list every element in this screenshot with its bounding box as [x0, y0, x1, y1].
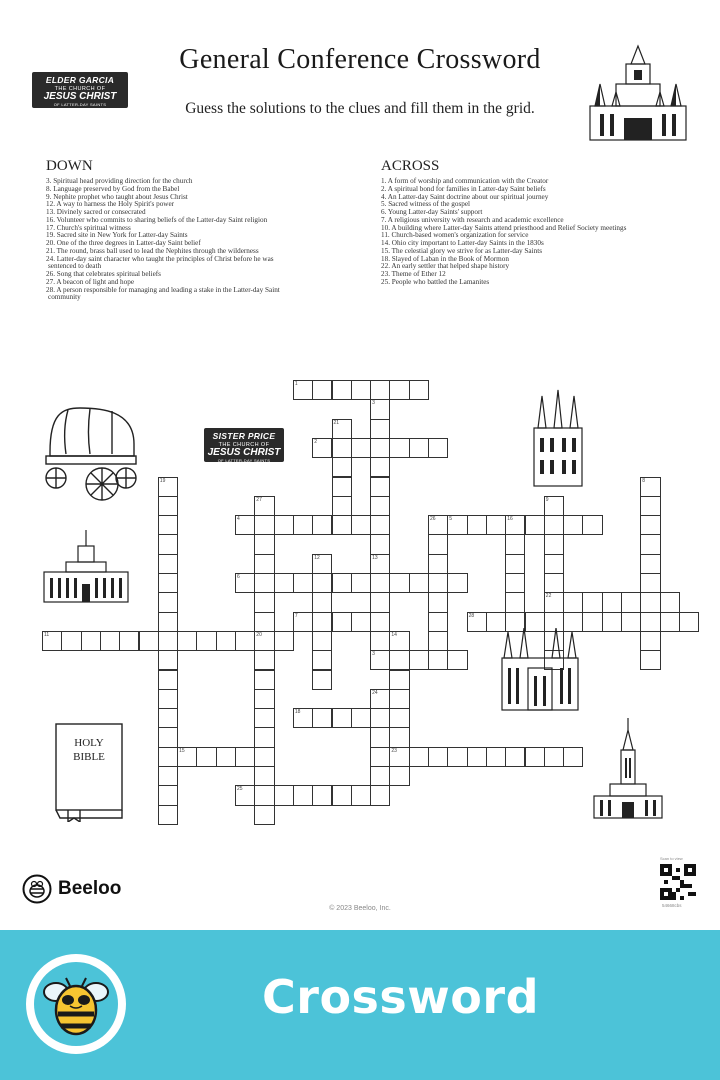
crossword-cell[interactable]: [158, 650, 178, 670]
crossword-cell[interactable]: [312, 785, 332, 805]
clue-number: 26: [430, 516, 436, 523]
crossword-cell[interactable]: [235, 747, 255, 767]
elder-badge-line3: OF LATTER-DAY SAINTS: [53, 102, 107, 107]
crossword-cell[interactable]: [254, 670, 274, 690]
crossword-cell[interactable]: [409, 573, 429, 593]
crossword-cell[interactable]: [274, 573, 294, 593]
crossword-cell[interactable]: [312, 631, 332, 651]
crossword-cell[interactable]: [332, 380, 352, 400]
crossword-cell[interactable]: [505, 554, 525, 574]
down-clue: 24. Latter-day saint character who taught the principles of Christ before he was sentenced to death: [46, 254, 274, 271]
crossword-cell[interactable]: [254, 766, 274, 786]
bee-mascot-icon: [24, 952, 128, 1056]
crossword-cell[interactable]: [370, 534, 390, 554]
across-clue: 4. An Latter-day Saint doctrine about our spiritual journey: [381, 192, 549, 201]
crossword-cell[interactable]: [486, 747, 506, 767]
sister-badge-name: SISTER PRICE: [212, 431, 276, 441]
crossword-cell[interactable]: [254, 612, 274, 632]
crossword-cell[interactable]: [563, 515, 583, 535]
crossword-cell[interactable]: [370, 477, 390, 497]
elder-badge-name: ELDER GARCIA: [45, 75, 115, 85]
crossword-cell[interactable]: [467, 747, 487, 767]
crossword-cell[interactable]: [312, 650, 332, 670]
crossword-cell[interactable]: [370, 496, 390, 516]
across-clue: 18. Slayed of Laban in the Book of Mormon: [381, 254, 509, 263]
crossword-cell[interactable]: [428, 592, 448, 612]
qr-label: Scan to view: [660, 856, 683, 861]
clue-number: 25: [237, 786, 243, 793]
crossword-cell[interactable]: [332, 496, 352, 516]
down-clue: 27. A beacon of light and hope: [46, 277, 135, 286]
clue-number: 2: [314, 438, 317, 445]
page-subtitle: Guess the solutions to the clues and fill them in the grid.: [185, 100, 535, 117]
crossword-cell[interactable]: [332, 573, 352, 593]
clue-number: 3: [372, 400, 375, 407]
crossword-cell[interactable]: [196, 747, 216, 767]
crossword-cell[interactable]: [409, 650, 429, 670]
crossword-cell[interactable]: [428, 438, 448, 458]
crossword-cell[interactable]: [370, 612, 390, 632]
clue-number: 8: [642, 477, 646, 484]
crossword-cell[interactable]: [254, 727, 274, 747]
crossword-cell[interactable]: [505, 592, 525, 612]
clue-number: 22: [545, 593, 552, 600]
down-clue: 17. Church's spiritual witness: [46, 223, 131, 232]
crossword-cell[interactable]: [254, 573, 274, 593]
clue-number: 28: [468, 612, 475, 619]
down-clue: 19. Sacred site in New York for Latter-day Saints: [46, 231, 188, 240]
crossword-cell[interactable]: [177, 631, 197, 651]
crossword-cell[interactable]: [640, 534, 660, 554]
qr-id: 54668cbs: [662, 903, 682, 908]
crossword-cell[interactable]: [351, 515, 371, 535]
clue-number: 6: [237, 574, 240, 580]
crossword-cell[interactable]: [582, 612, 602, 632]
crossword-cell[interactable]: [370, 380, 390, 400]
brand-name: Beeloo: [58, 878, 122, 899]
crossword-cell[interactable]: [370, 785, 390, 805]
crossword-cell[interactable]: [389, 727, 409, 747]
crossword-cell[interactable]: [351, 380, 371, 400]
crossword-cell[interactable]: [158, 554, 178, 574]
crossword-cell[interactable]: [216, 747, 236, 767]
bible-title-line2: BIBLE: [73, 751, 105, 763]
clue-number: 3: [372, 651, 375, 658]
crossword-cell[interactable]: [370, 727, 390, 747]
crossword-cell[interactable]: [370, 457, 390, 477]
crossword-cell[interactable]: [505, 573, 525, 593]
crossword-cell[interactable]: [370, 747, 390, 767]
sister-badge-line2: JESUS CHRIST: [207, 447, 281, 458]
across-clue: 6. Young Latter-day Saints' support: [381, 208, 483, 216]
crossword-cell[interactable]: [640, 496, 660, 516]
crossword-cell[interactable]: [640, 515, 660, 535]
crossword-cell[interactable]: [158, 592, 178, 612]
crossword-cell[interactable]: [505, 534, 525, 554]
clue-number: 27: [256, 496, 262, 503]
crossword-cell[interactable]: [254, 708, 274, 728]
clue-number: 13: [372, 554, 378, 561]
crossword-cell[interactable]: [312, 380, 332, 400]
crossword-cell[interactable]: [370, 631, 390, 651]
crossword-cell[interactable]: [158, 573, 178, 593]
crossword-cell[interactable]: [158, 805, 178, 825]
down-clue: 12. A way to harness the Holy Spirit's power: [46, 200, 175, 209]
crossword-cell[interactable]: [254, 785, 274, 805]
crossword-cell[interactable]: [158, 631, 178, 651]
clue-number: 21: [333, 419, 340, 426]
crossword-cell[interactable]: [660, 592, 680, 612]
crossword-cell[interactable]: [640, 592, 660, 612]
crossword-cell[interactable]: [563, 592, 583, 612]
across-clue: 2. A spiritual bond for families in Latter-day Saint beliefs: [381, 184, 546, 193]
crossword-cell[interactable]: [621, 592, 641, 612]
crossword-cell[interactable]: [640, 554, 660, 574]
crossword-cell[interactable]: [389, 670, 409, 690]
down-clue: 9. Nephite prophet who taught about Jesus Christ: [46, 192, 188, 201]
crossword-cell[interactable]: [158, 708, 178, 728]
holy-bible-icon: [54, 722, 126, 822]
crossword-cell[interactable]: [544, 515, 564, 535]
crossword-cell[interactable]: [389, 380, 409, 400]
crossword-cell[interactable]: [158, 515, 178, 535]
crossword-cell[interactable]: [582, 515, 602, 535]
crossword-cell[interactable]: [525, 747, 545, 767]
clue-number: 1: [294, 381, 298, 387]
page-title: General Conference Crossword: [179, 44, 541, 75]
crossword-cell[interactable]: [389, 573, 409, 593]
crossword-cell[interactable]: [332, 612, 352, 632]
across-clue: 14. Ohio city important to Latter-day Saints in the 1830s: [381, 239, 544, 247]
crossword-cell[interactable]: [582, 592, 602, 612]
down-clue: 26. Song that celebrates spiritual beliefs: [46, 270, 161, 278]
across-clue: 5. Sacred witness of the gospel: [381, 200, 471, 209]
crossword-cell[interactable]: [602, 592, 622, 612]
down-clue: 8. Language preserved by God from the Babel: [46, 184, 180, 193]
crossword-cell[interactable]: [293, 515, 313, 535]
crossword-cell[interactable]: [254, 534, 274, 554]
crossword-cell[interactable]: [332, 457, 352, 477]
crossword-cell[interactable]: [640, 631, 660, 651]
crossword-cell[interactable]: [254, 515, 274, 535]
across-clue: 15. The celestial glory we strive for as Latter-day Saints: [381, 246, 542, 255]
crossword-cell[interactable]: [409, 747, 429, 767]
clue-number: 9: [545, 496, 549, 503]
banner-label: Crossword: [262, 970, 540, 1024]
crossword-cell[interactable]: [216, 631, 236, 651]
bible-title-line1: HOLY: [74, 737, 104, 749]
crossword-cell[interactable]: [332, 477, 352, 497]
crossword-cell[interactable]: [544, 534, 564, 554]
clue-number: 24: [372, 689, 378, 696]
crossword-cell[interactable]: [544, 573, 564, 593]
crossword-cell[interactable]: [312, 612, 332, 632]
crossword-cell[interactable]: [467, 515, 487, 535]
crossword-cell[interactable]: [679, 612, 699, 632]
clue-number: 11: [44, 631, 50, 638]
across-clue: 7. A religious university with research and academic excellence: [381, 215, 564, 224]
crossword-cell[interactable]: [312, 515, 332, 535]
crossword-cell[interactable]: [428, 534, 448, 554]
clue-number: 18: [294, 709, 301, 716]
across-clue: 25. People who battled the Lamanites: [381, 277, 490, 286]
down-clue: 16. Volunteer who commits to sharing beliefs of the Latter-day Saint religion: [46, 215, 268, 224]
crossword-cell[interactable]: [332, 515, 352, 535]
temple-icon-bottom: [590, 716, 666, 820]
crossword-cell[interactable]: [158, 496, 178, 516]
clue-number: 14: [391, 631, 397, 638]
clue-number: 20: [256, 631, 262, 638]
across-clue: 1. A form of worship and communication with the Creator: [381, 177, 549, 185]
crossword-cell[interactable]: [351, 708, 371, 728]
crossword-cell[interactable]: [602, 612, 622, 632]
crossword-cell[interactable]: [525, 515, 545, 535]
crossword-cell[interactable]: [158, 534, 178, 554]
temple-icon-left: [40, 528, 132, 604]
crossword-cell[interactable]: [447, 650, 467, 670]
covered-wagon-icon: [40, 404, 140, 504]
crossword-cell[interactable]: [621, 612, 641, 632]
crossword-cell[interactable]: [312, 708, 332, 728]
crossword-cell[interactable]: [447, 573, 467, 593]
crossword-cell[interactable]: [312, 670, 332, 690]
crossword-cell[interactable]: [332, 438, 352, 458]
across-clue: 11. Church-based women's organization for service: [381, 231, 529, 240]
clue-number: 4: [237, 516, 240, 523]
crossword-cell[interactable]: [254, 554, 274, 574]
down-clue: 3. Spiritual head providing direction for the church: [46, 177, 193, 185]
crossword-cell[interactable]: [370, 573, 390, 593]
down-heading: DOWN: [46, 158, 93, 174]
crossword-cell[interactable]: [409, 380, 429, 400]
crossword-cell[interactable]: [119, 631, 139, 651]
crossword-cell[interactable]: [370, 515, 390, 535]
clue-number: 15: [179, 747, 185, 754]
crossword-cell[interactable]: [370, 708, 390, 728]
crossword-cell[interactable]: [254, 805, 274, 825]
crossword-cell[interactable]: [351, 573, 371, 593]
crossword-cell[interactable]: [332, 708, 352, 728]
clue-number: 19: [159, 477, 166, 484]
crossword-cell[interactable]: [351, 612, 371, 632]
crossword-cell[interactable]: [486, 515, 506, 535]
across-clue: 10. A building where Latter-day Saints attend priesthood and Relief Society meetings: [381, 223, 627, 232]
across-heading: ACROSS: [381, 158, 440, 174]
crossword-cell[interactable]: [544, 747, 564, 767]
crossword-cell[interactable]: [158, 670, 178, 690]
crossword-cell[interactable]: [370, 766, 390, 786]
crossword-cell[interactable]: [389, 438, 409, 458]
crossword-cell[interactable]: [428, 573, 448, 593]
down-clue: 13. Divinely sacred or consecrated: [46, 208, 146, 216]
crossword-cell[interactable]: [158, 747, 178, 767]
sister-badge-line3: OF LATTER-DAY SAINTS: [217, 458, 271, 463]
sister-badge-line1: THE CHURCH OF: [218, 442, 270, 448]
down-clue: 20. One of the three degrees in Latter-day Saint belief: [46, 239, 201, 247]
crossword-cell[interactable]: [389, 650, 409, 670]
across-clue: 23. Theme of Ether 12: [381, 270, 446, 278]
crossword-cell[interactable]: [158, 612, 178, 632]
crossword-cell[interactable]: [254, 650, 274, 670]
crossword-cell[interactable]: [351, 438, 371, 458]
crossword-cell[interactable]: [158, 785, 178, 805]
qr-code-icon[interactable]: [660, 864, 696, 900]
crossword-cell[interactable]: [235, 631, 255, 651]
crossword-cell[interactable]: [312, 573, 332, 593]
crossword-cell[interactable]: [100, 631, 120, 651]
clue-number: 23: [391, 747, 397, 754]
crossword-cell[interactable]: [409, 438, 429, 458]
crossword-cell[interactable]: [428, 612, 448, 632]
crossword-cell[interactable]: [61, 631, 81, 651]
crossword-cell[interactable]: [312, 592, 332, 612]
crossword-cell[interactable]: [370, 419, 390, 439]
clue-number: 7: [294, 612, 298, 619]
beeloo-footer-logo: [22, 874, 121, 904]
crossword-cell[interactable]: [428, 650, 448, 670]
sister-name-badge: [204, 428, 284, 462]
crossword-cell[interactable]: [389, 766, 409, 786]
crossword-cell[interactable]: [274, 631, 294, 651]
crossword-cell[interactable]: [370, 592, 390, 612]
crossword-cell[interactable]: [640, 612, 660, 632]
down-clue: 28. A person responsible for managing and leading a stake in the Latter-day Saint community: [46, 285, 280, 302]
crossword-cell[interactable]: [640, 650, 660, 670]
crossword-cell[interactable]: [389, 689, 409, 709]
crossword-cell[interactable]: [389, 708, 409, 728]
crossword-cell[interactable]: [370, 438, 390, 458]
crossword-cell[interactable]: [563, 747, 583, 767]
crossword-cell[interactable]: [505, 747, 525, 767]
crossword-cell[interactable]: [274, 785, 294, 805]
crossword-cell[interactable]: [293, 573, 313, 593]
crossword-cell[interactable]: [428, 554, 448, 574]
crossword-cell[interactable]: [428, 631, 448, 651]
crossword-cell[interactable]: [254, 689, 274, 709]
across-clue: 22. An early settler that helped shape history: [381, 262, 510, 271]
crossword-cell[interactable]: [293, 785, 313, 805]
temple-icon-spires: [498, 628, 582, 712]
crossword-cell[interactable]: [428, 747, 448, 767]
clue-number: 16: [507, 516, 513, 523]
crossword-cell[interactable]: [447, 747, 467, 767]
crossword-cell[interactable]: [332, 785, 352, 805]
crossword-cell[interactable]: [81, 631, 101, 651]
crossword-cell[interactable]: [254, 747, 274, 767]
crossword-cell[interactable]: [158, 766, 178, 786]
crossword-cell[interactable]: [660, 612, 680, 632]
crossword-cell[interactable]: [139, 631, 159, 651]
elder-badge-line2: JESUS CHRIST: [43, 91, 117, 102]
crossword-cell[interactable]: [158, 689, 178, 709]
clue-number: 12: [314, 554, 320, 561]
crossword-cell[interactable]: [196, 631, 216, 651]
clue-number: 5: [449, 516, 453, 523]
crossword-cell[interactable]: [351, 785, 371, 805]
crossword-cell[interactable]: [544, 554, 564, 574]
down-clue: 21. The round, brass ball used to lead the Nephites through the wilderness: [46, 246, 259, 255]
bee-logo-icon: [22, 874, 52, 904]
crossword-cell[interactable]: [158, 727, 178, 747]
copyright-text: © 2023 Beeloo, Inc.: [329, 905, 391, 912]
crossword-cell[interactable]: [640, 573, 660, 593]
crossword-cell[interactable]: [254, 592, 274, 612]
temple-icon-salt-lake: [530, 388, 586, 488]
crossword-cell[interactable]: [274, 515, 294, 535]
elder-badge-line1: THE CHURCH OF: [54, 86, 106, 92]
